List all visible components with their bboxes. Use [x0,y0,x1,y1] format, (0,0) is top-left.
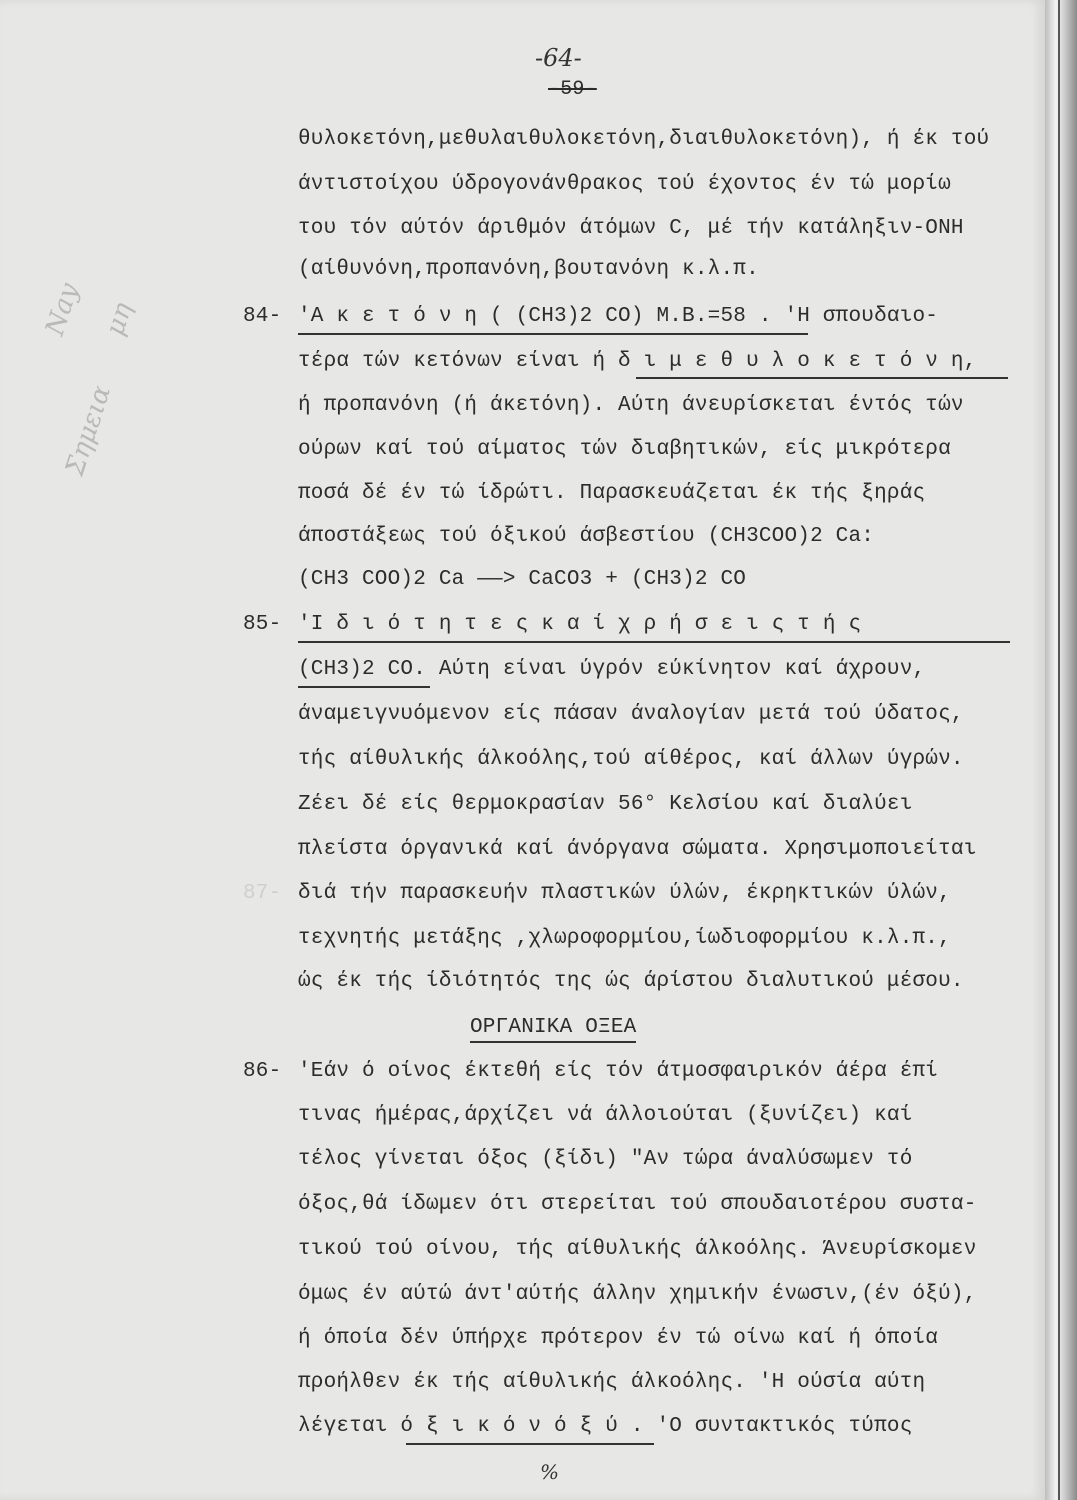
text-line: τέλος γίνεται όξος (ξίδι) "Αν τώρα άναλύσωμεν τό [298,1148,913,1171]
margin-note-3: Σημεια [60,381,118,480]
page-edge [1045,0,1077,1500]
paragraph-number-84: 84- [243,305,282,328]
text-line: (CH3 COO)2 Ca ——> CaCO3 + (CH3)2 CO [298,568,747,591]
text-line: (CH3)2 CO. Αύτη είναι ύγρόν εύκίνητον καί άχρουν, [298,658,926,681]
underline-acetic [406,1443,654,1445]
text-line: διά τήν παρασκευήν πλαστικών ύλών, έκρηκτικών ύλών, [298,882,951,905]
text-line: τής αίθυλικής άλκοόλης,τού αίθέρος, καί άλλων ύγρών. [298,748,964,771]
text-line: ή όποία δέν ύπήρχε πρότερον έν τώ οίνω καί ή όποία [298,1327,939,1350]
margin-note-1: Nay [40,279,85,340]
text-line: ή προπανόνη (ή άκετόνη). Αύτη άνευρίσκεται έντός τών [298,394,964,417]
text-line: τεχνητής μετάξης ,χλωροφορμίου,ίωδιοφορμίου κ.λ.π., [298,927,951,950]
underline-85 [298,641,1010,643]
text-line: 'Α κ ε τ ό ν η ( (CH3)2 CO) Μ.Β.=58 . 'Η σπουδαιο- [298,305,939,328]
text-line: θυλοκετόνη,μεθυλαιθυλοκετόνη,διαιθυλοκετόνη), ή έκ τού [298,128,990,151]
text-line: άναμειγνυόμενον είς πάσαν άναλογίαν μετά τού ύδατος, [298,703,964,726]
binding-line [1058,0,1060,1500]
underline-dimethylketone [636,377,1008,379]
paragraph-number-85: 85- [243,613,282,636]
bottom-mark: % [540,1460,560,1484]
text-line: όμως έν αύτώ άντ'αύτής άλλην χημικήν ένωσιν,(έν όξύ), [298,1283,977,1306]
text-line: του τόν αύτόν άριθμόν άτόμων C, μέ τήν κατάληξιν-ΟΝΗ [298,217,964,240]
text-line: ούρων καί τού αίματος τών διαβητικών, είς μικρότερα [298,438,951,461]
text-line: όξος,θά ίδωμεν ότι στερείται τού σπουδαιοτέρου συστα- [298,1193,977,1216]
text-line: 'Ι δ ι ό τ η τ ε ς κ α ί χ ρ ή σ ε ι ς τ ή ς [298,613,862,636]
text-line: τέρα τών κετόνων είναι ή δ ι μ ε θ υ λ ο κ ε τ ό ν η, [298,350,977,373]
page-number-handwritten: -64- [535,44,582,72]
text-line: άποστάξεως τού όξικού άσβεστίου (CH3COO)2 Ca: [298,525,875,548]
text-line: άντιστοίχου ύδρογονάνθρακος τού έχοντος έν τώ μορίω [298,173,951,196]
text-line: πλείστα όργανικά καί άνόργανα σώματα. Χρησιμοποιείται [298,838,977,861]
text-line: τικού τού οίνου, τής αίθυλικής άλκοόλης. Άνευρίσκομεν [298,1238,977,1261]
text-line: ποσά δέ έν τώ ίδρώτι. Παρασκευάζεται έκ τής ξηράς [298,482,926,505]
text-line: ώς έκ τής ίδιότητός της ώς άρίστου διαλυτικού μέσου. [298,970,964,993]
text-line: (αίθυνόνη,προπανόνη,βουτανόνη κ.λ.π. [298,258,759,281]
underline-85b [298,686,430,688]
paragraph-number-86: 86- [243,1060,282,1083]
paragraph-number-87: 87- [243,882,282,905]
text-line: τινας ήμέρας,άρχίζει νά άλλοιούται (ξυνίζει) καί [298,1104,913,1127]
margin-note-2: μη [100,299,139,340]
underline-84 [298,333,808,335]
text-line: προήλθεν έκ τής αίθυλικής άλκοόλης. 'Η ούσία αύτη [298,1371,926,1394]
text-line: λέγεται ό ξ ι κ ό ν ό ξ ύ . 'Ο συντακτικός τύπος [298,1415,913,1438]
section-heading: ΟΡΓΑΝΙΚΑ ΟΞΕΑ [470,1016,636,1043]
text-line: Ζέει δέ είς θερμοκρασίαν 56° Κελσίου καί διαλύει [298,793,913,816]
page-number-typed: -59- [548,78,597,101]
text-line: 'Εάν ό οίνος έκτεθή είς τόν άτμοσφαιρικόν άέρα έπί [298,1060,939,1083]
